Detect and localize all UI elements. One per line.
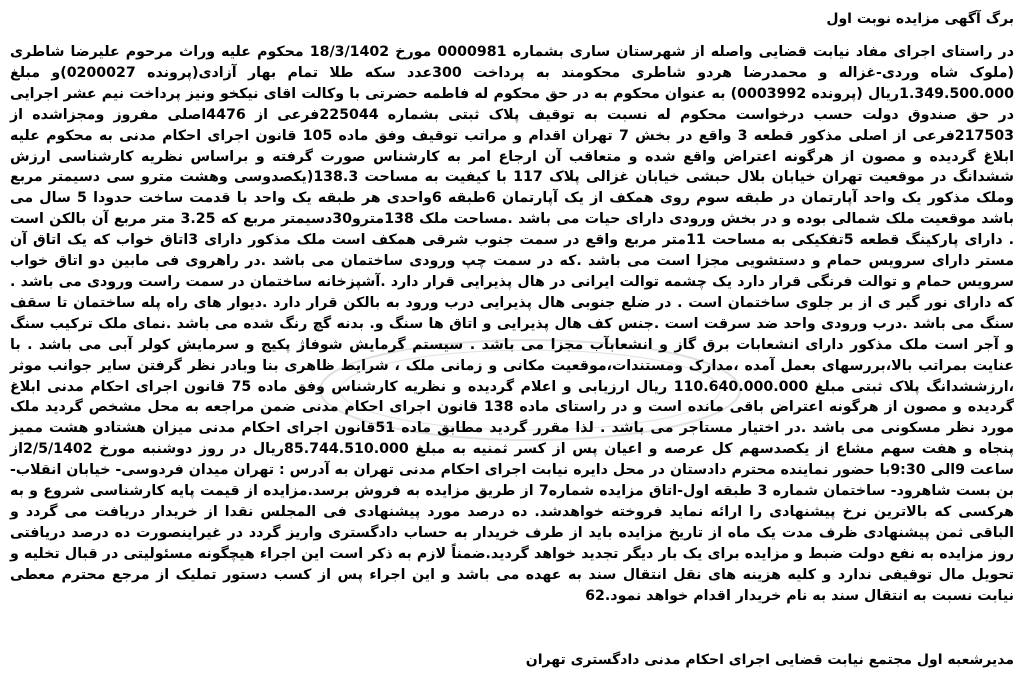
notice-page [10, 0, 1014, 688]
signature-line: مدیرشعبه اول مجتمع نیابت قضایی اجرای احکام مدنی دادگستری تهران [525, 652, 1014, 668]
notice-body-text: در راستای اجرای مفاد نیابت قضایی واصله از شهرستان ساری بشماره 0000981 مورخ 18/3/1402 محکوم علیه وراث مرحوم علیرضا شاطری (ملوک شاه وردی-غزاله و محمدرضا هردو شاطری محکومند به پرداخت 300عدد سکه طلا تمام بهار آزادی(پرونده 0200027)و مبلغ 1.349.500.000ریال (پرونده 0003992) به عنوان محکوم به در حق محکوم له فاطمه حضرتی با وکالت اقای نیکخو ونیز پرداخت نیم عشر اجرایی در حق صندوق دولت حسب درخواست محکوم له نسبت به توقیف پلاک ثبتی بشماره 225044فرعی از 4476اصلی مفروز ومجزاشده از 217503فرعی از اصلی مذکور قطعه 3 واقع در بخش 7 تهران اقدام و مراتب توقیف وفق ماده 105 قانون اجرای احکام مدنی به محکوم علیه ابلاغ گردیده و مصون از هرگونه اعتراض واقع شده و متعاقب آن ارجاع امر به کارشناس صورت گرفته و براساس نظریه کارشناسی ارزش ششدانگ در موقعیت تهران خیابان بلال حبشی خیابان غزالی پلاک 117 با کیفیت به مساحت 138.3(یکصدوسی وهشت مترو سی دسیمتر مربع وملک مذکور یک واحد آپارتمان در طبقه سوم روی همکف از یک آپارتمان 6طبقه 6واحدی هر طبقه یک واحد با قدمت ساخت حدودا 5 سال می باشد موقعیت ملک شمالی بوده و در بخش ورودی دارای حیات می باشد .مساحت ملک 138مترو30دسیمتر مربع که 3.25 متر مربع آن بالکن است . دارای پارکینگ قطعه 5تفکیکی به مساحت 11متر مربع واقع در سمت جنوب شرقی همکف است ملک مذکور دارای 3اتاق خواب که یک اتاق آن مستر دارای سرویس حمام و دستشویی مجزا است می باشد .که در سمت چپ ورودی ساختمان می باشد .در راهروی فی مابین دو اتاق خواب سرویس حمام و توالت فرنگی قرار دارد یک چشمه توالت ایرانی در هال پذیرایی قرار دارد .آشپزخانه ساختمان در سمت راست ورودی می باشد . که دارای نور گیر ی از بر جلوی ساختمان است . در ضلع جنوبی هال پذیرایی درب ورود به بالکن قرار دارد .دیوار های راه پله ساختمان تا سقف سنگ می باشد .درب ورودی واحد ضد سرقت است .جنس کف هال پذیرایی و اتاق ها سنگ و. بدنه گچ رنگ شده می باشد .نمای ملک ترکیب سنگ و آجر است ملک مذکور دارای انشعابات برق گاز و انشعابآب مجزا می باشد . سیستم گرمایش شوفاژ پکیج و سرمایش کولر آبی می باشد . با عنایت بمراتب بالا،بررسهای بعمل آمده ،مدارک ومستندات،موقعیت مکانی و زمانی ملک ، شرایط ظاهری بنا وبادر نظر گرفتن سایر جوانب موثر ،ارزششدانگ پلاک ثبتی مبلغ 110.640.000.000 ریال ارزیابی و اعلام گردیده و نظریه کارشناس وفق ماده 75 قانون اجرای احکام مدنی ابلاغ گردیده و مصون از هرگونه اعتراض باقی مانده است و در راستای ماده 138 قانون اجرای احکام مدنی ضمن مراجعه به محل مشخص گردید ملک مورد نظر مسکونی می باشد .در اختیار مستاجر می باشد . لذا مقرر گردید مطابق ماده 51قانون اجرای احکام مدنی میزان هشتادو هشت ممیز پنجاه و هفت سهم مشاع از یکصدسهم کل عرصه و اعیان پس از کسر ثمنیه به مبلغ 85.744.510.000ریال در روز دوشنبه مورخ 2/5/1402از ساعت 9الی 9:30با حضور نماینده محترم دادستان در محل دایره نیابت اجرای احکام مدنی تهران به آدرس : تهران میدان فردوسی- خیابان انقلاب- بن بست شاهرود- ساختمان شماره 3 طبقه اول-اتاق مزایده شماره7 از طریق مزایده به فروش برسد.مزایده از قیمت پایه کارشناسی شروع و به هرکسی که بالاترین نرخ پیشنهادی را ارائه نماید فروخته خواهدشد. ده درصد مورد پیشنهادی فی المجلس نقدا از خریدار دریافت می گردد و الباقی ثمن پیشنهادی ظرف مدت یک ماه از تاریخ مزایده باید از طرف خریدار به حساب دادگستری واریز گردد در غیراینصورت ده درصد دریافتی روز مزایده به نفع دولت ضبط و مزایده برای یک بار دیگر تجدید خواهد گردید.ضمناً لازم به ذکر است این اجراء هیچگونه مسئولیتی در قبال تخلیه و تحویل مال توقیفی ندارد و کلیه هزینه های نقل انتقال سند به عهده می باشد و این اجراء پس از کسب دستور تملیک از مرجع محترم معطی نیابت نسبت به انتقال سند به نام خریدار اقدام خواهد نمود.62 [10, 44, 1015, 604]
notice-title: برگ آگهی مزایده نوبت اول [826, 11, 1014, 27]
